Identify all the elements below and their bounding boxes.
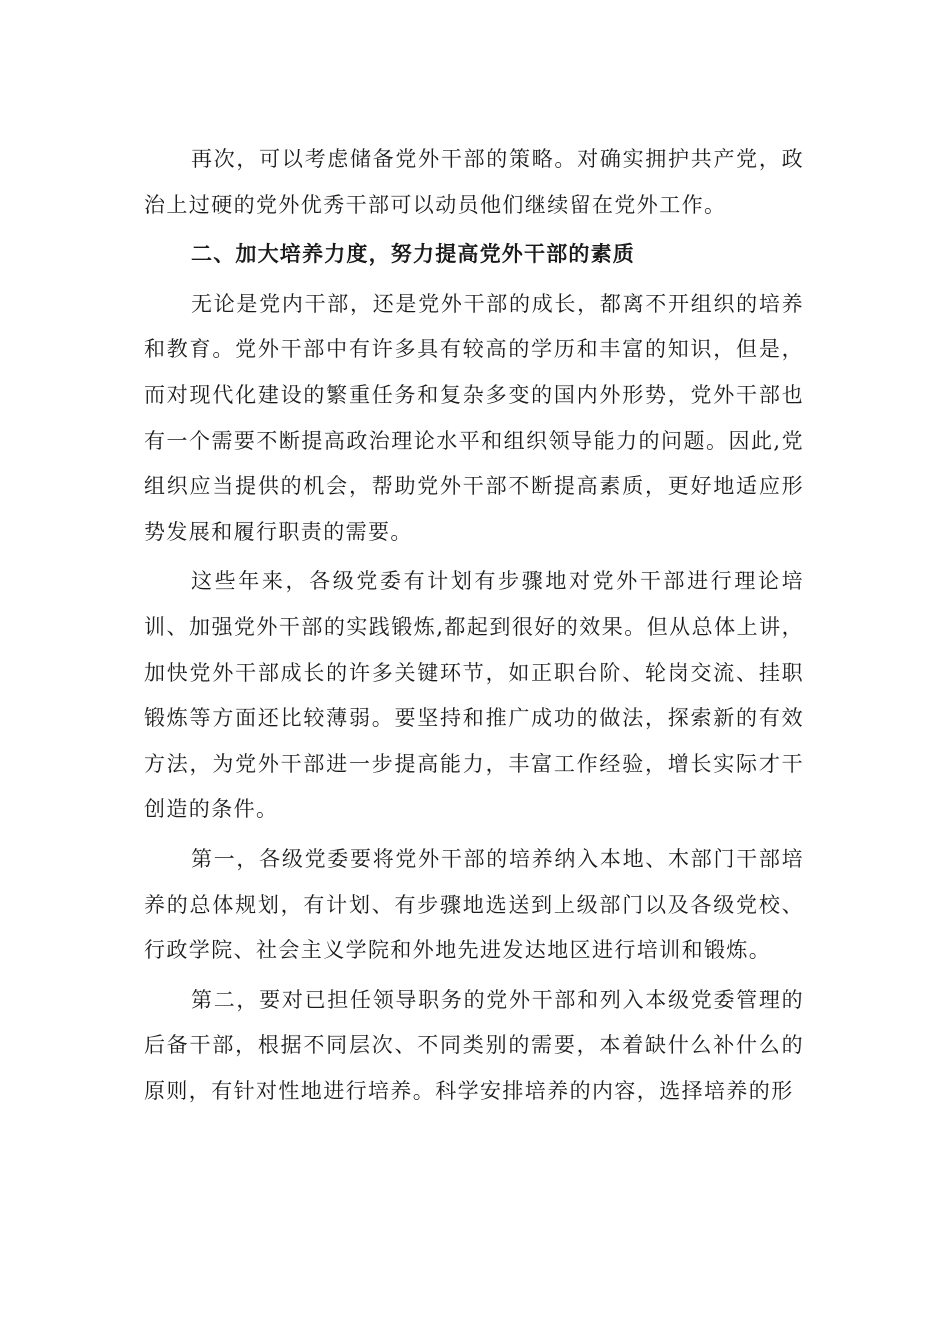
section-heading-2: 二、加大培养力度，努力提高党外干部的素质: [191, 242, 635, 267]
paragraph-recent-years: 这些年来，各级党委有计划有步骤地对党外干部进行理论培训、加强党外干部的实践锻炼,都起到很好的效果。但从总体上讲，加快党外干部成长的许多关键环节，如正职台阶、轮岗交流、挂职锻炼等方面还比较薄弱。要坚持和推广成功的做法，探索新的有效方法，为党外干部进一步提高能力，丰富工作经验，增长实际才干创造的条件。: [144, 569, 804, 822]
paragraph-second-point: 第二，要对已担任领导职务的党外干部和列入本级党委管理的后备干部，根据不同层次、不同类别的需要，本着缺什么补什么的原则，有针对性地进行培养。科学安排培养的内容，选择培养的形: [144, 987, 804, 1103]
paragraph-reserve-strategy: 再次，可以考虑储备党外干部的策略。对确实拥护共产党，政治上过硬的党外优秀干部可以动员他们继续留在党外工作。: [144, 147, 804, 217]
document-body: [144, 137, 804, 1118]
paragraph-first-point: 第一，各级党委要将党外干部的培养纳入本地、木部门干部培养的总体规划，有计划、有步骤地选送到上级部门以及各级党校、行政学院、社会主义学院和外地先进发达地区进行培训和锻炼。: [144, 846, 804, 963]
paragraph-organization-training: 无论是党内干部，还是党外干部的成长，都离不开组织的培养和教育。党外干部中有许多具有较高的学历和丰富的知识，但是，而对现代化建设的繁重任务和复杂多变的国内外形势，党外干部也有一个需要不断提高政治理论水平和组织领导能力的问题。因此,党组织应当提供的机会，帮助党外干部不断提高素质，更好地适应形势发展和履行职责的需要。: [144, 291, 804, 544]
